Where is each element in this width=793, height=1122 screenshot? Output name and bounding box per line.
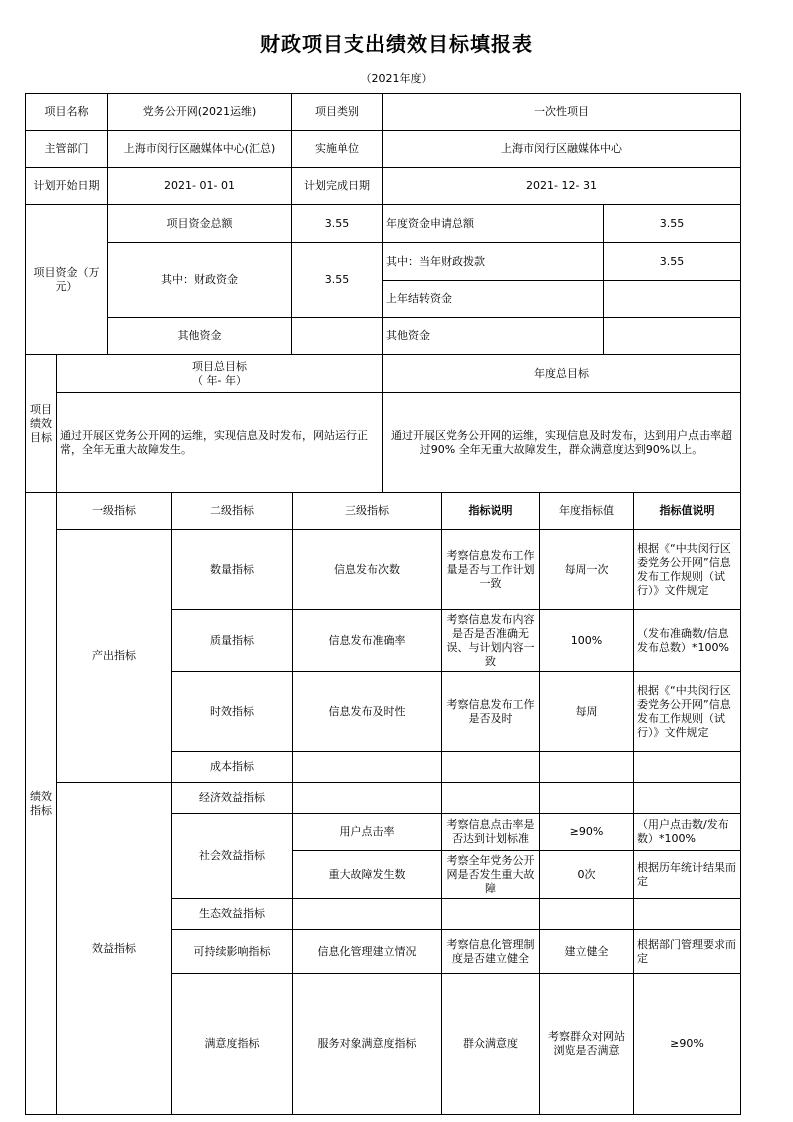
- table-row-value: 每周一次: [540, 530, 634, 610]
- header-level1: 一级指标: [57, 493, 172, 530]
- annual-goal-label: 年度总目标: [383, 355, 741, 393]
- dept-value: 上海市闵行区融媒体中心(汇总): [108, 131, 292, 168]
- table-row-desc: 考察信息点击率是否达到计划标准: [442, 814, 540, 851]
- table-row-note: （发布准确数/信息发布总数）*100%: [634, 610, 741, 672]
- project-category-label: 项目类别: [292, 94, 383, 131]
- table-row-l3: 用户点击率: [293, 814, 442, 851]
- table-row-l2: 经济效益指标: [172, 783, 293, 814]
- page-subtitle: （2021年度）: [360, 72, 433, 85]
- end-date-value: 2021- 12- 31: [383, 168, 741, 205]
- table-row-value: [540, 783, 634, 814]
- table-row-l3: 信息发布准确率: [293, 610, 442, 672]
- table-row-note: （用户点击数/发布数）*100%: [634, 814, 741, 851]
- project-name-label: 项目名称: [26, 94, 108, 131]
- funds-carryover-value: [604, 281, 741, 318]
- indicators-table: [25, 492, 741, 1115]
- table-row-l3: 信息发布及时性: [293, 672, 442, 752]
- table-row-note: [634, 899, 741, 930]
- funds-current-value: 3.55: [604, 243, 741, 281]
- table-row-l2: 生态效益指标: [172, 899, 293, 930]
- funds-table: [25, 204, 741, 355]
- level1-satisfaction: 满意度指标: [172, 974, 293, 1115]
- table-row-l2: 可持续影响指标: [172, 930, 293, 974]
- table-row-value: ≥90%: [540, 814, 634, 851]
- table-row-l3: 信息发布次数: [293, 530, 442, 610]
- funds-other-label: 其他资金: [108, 318, 292, 355]
- funds-total-label: 项目资金总额: [108, 205, 292, 243]
- funds-other-label-right: 其他资金: [383, 318, 604, 355]
- table-row-note: 根据历年统计结果而定: [634, 851, 741, 899]
- table-row-desc: 考察全年党务公开网是否发生重大故障: [442, 851, 540, 899]
- table-row-desc: [442, 899, 540, 930]
- header-level3: 三级指标: [293, 493, 442, 530]
- table-row-note: 根据部门管理要求而定: [634, 930, 741, 974]
- table-row-desc: 考察信息发布工作是否及时: [442, 672, 540, 752]
- table-row-desc: 考察信息发布工作量是否与工作计划一致: [442, 530, 540, 610]
- start-date-value: 2021- 01- 01: [108, 168, 292, 205]
- dept-label: 主管部门: [26, 131, 108, 168]
- level1-output: 产出指标: [57, 530, 172, 783]
- page-title: 财政项目支出绩效目标填报表: [260, 32, 533, 56]
- table-row-l3: [293, 899, 442, 930]
- unit-value: 上海市闵行区融媒体中心: [383, 131, 741, 168]
- table-row-note: [634, 783, 741, 814]
- table-row-desc: 考察信息化管理制度是否建立健全: [442, 930, 540, 974]
- indicators-section-label: 绩效指标: [26, 493, 57, 1115]
- table-row-desc: [442, 783, 540, 814]
- table-row-l3: 群众满意度: [442, 974, 540, 1115]
- header-annual-value: 年度指标值: [540, 493, 634, 530]
- goals-section-label: 项目绩效目标: [26, 355, 57, 493]
- funds-other-value-right: [604, 318, 741, 355]
- funds-fiscal-label: 其中：财政资金: [108, 243, 292, 318]
- funds-annual-value: 3.55: [604, 205, 741, 243]
- goals-table: [25, 354, 741, 493]
- table-row-desc: 考察群众对网站浏览是否满意: [540, 974, 634, 1115]
- table-row-note: 根据《“中共闵行区委党务公开网”信息发布工作规则（试行）》文件规定: [634, 672, 741, 752]
- start-date-label: 计划开始日期: [26, 168, 108, 205]
- table-row-l2: 数量指标: [172, 530, 293, 610]
- table-row-value: [540, 899, 634, 930]
- unit-label: 实施单位: [292, 131, 383, 168]
- level1-benefit: 效益指标: [57, 783, 172, 1115]
- funds-annual-label: 年度资金申请总额: [383, 205, 604, 243]
- funds-total-value: 3.55: [292, 205, 383, 243]
- overall-goal-range: （ 年- 年）: [192, 373, 247, 387]
- table-row-l2: 质量指标: [172, 610, 293, 672]
- project-category-value: 一次性项目: [383, 94, 741, 131]
- table-row-l3: [293, 783, 442, 814]
- table-row-value: ≥90%: [634, 974, 741, 1115]
- funds-carryover-label: 上年结转资金: [383, 281, 604, 318]
- header-description: 指标说明: [442, 493, 540, 530]
- table-row-l3: 重大故障发生数: [293, 851, 442, 899]
- table-row-l3: 信息化管理建立情况: [293, 930, 442, 974]
- overall-goal-header: [57, 355, 383, 393]
- table-row-l2: 时效指标: [172, 672, 293, 752]
- funds-fiscal-value: 3.55: [292, 243, 383, 318]
- funds-section-label: 项目资金（万元）: [26, 205, 108, 355]
- table-row-note: 根据《“中共闵行区委党务公开网”信息发布工作规则（试行）》文件规定: [634, 530, 741, 610]
- table-row-desc: 考察信息发布内容是否是否准确无误、与计划内容一致: [442, 610, 540, 672]
- table-row-desc: [442, 752, 540, 783]
- table-row-l2: 成本指标: [172, 752, 293, 783]
- annual-goal-text: 通过开展区党务公开网的运维，实现信息及时发布，达到用户点击率超过90% 全年无重大故障发生，群众满意度达到90%以上。: [383, 393, 741, 493]
- table-row-value: 100%: [540, 610, 634, 672]
- header-value-note: 指标值说明: [634, 493, 741, 530]
- table-row-value: [540, 752, 634, 783]
- funds-current-label: 其中：当年财政拨款: [383, 243, 604, 281]
- project-name-value: 党务公开网(2021运维): [108, 94, 292, 131]
- overall-goal-text: 通过开展区党务公开网的运维，实现信息及时发布，网站运行正常，全年无重大故障发生。: [57, 393, 383, 493]
- table-row-value: 0次: [540, 851, 634, 899]
- basic-info-table: [25, 93, 741, 205]
- table-row-l2: 服务对象满意度指标: [293, 974, 442, 1115]
- table-row-l2: 社会效益指标: [172, 814, 293, 899]
- table-row-value: 建立健全: [540, 930, 634, 974]
- overall-goal-label: 项目总目标: [192, 359, 247, 373]
- table-row-l3: [293, 752, 442, 783]
- funds-other-value: [292, 318, 383, 355]
- table-row-note: [634, 752, 741, 783]
- header-level2: 二级指标: [172, 493, 293, 530]
- end-date-label: 计划完成日期: [292, 168, 383, 205]
- table-row-value: 每周: [540, 672, 634, 752]
